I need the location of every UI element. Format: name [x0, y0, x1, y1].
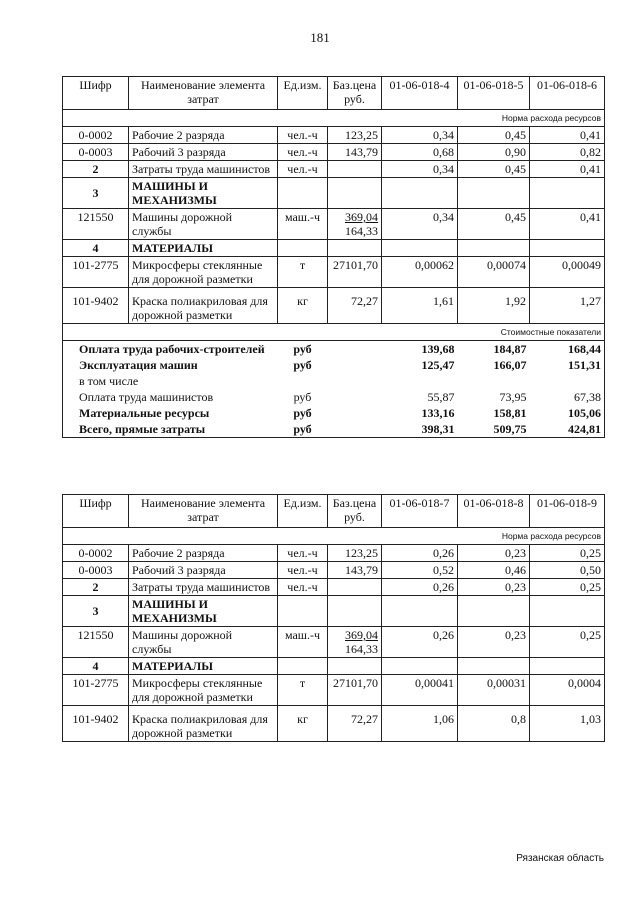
- section-title: МАШИНЫ И МЕХАНИЗМЫ: [129, 596, 278, 627]
- col-unit-header: Ед.изм.: [278, 77, 328, 110]
- col-code-3: 01-06-018-6: [530, 77, 605, 110]
- row-value: 0,26: [382, 579, 458, 596]
- blank-cell: [328, 240, 382, 257]
- blank-cell: [382, 596, 458, 627]
- summary-unit: руб: [293, 406, 312, 420]
- row-value: 1,06: [382, 706, 458, 742]
- row-value: 1,03: [530, 706, 605, 742]
- row-unit: т: [278, 257, 328, 288]
- row-price: 27101,70: [328, 675, 382, 706]
- row-value: 0,00031: [458, 675, 530, 706]
- blank-cell: [530, 240, 605, 257]
- table-row: [63, 144, 605, 161]
- row-code: 0-0002: [63, 127, 129, 144]
- table-row: [63, 161, 605, 178]
- row-unit: маш.-ч: [278, 209, 328, 240]
- blank-cell: [458, 373, 530, 389]
- section-row: [63, 658, 605, 675]
- summary-name: Эксплуатация машин: [63, 357, 278, 373]
- row-value: 0,34: [382, 127, 458, 144]
- col-price-header: Баз.цена руб.: [328, 495, 382, 528]
- row-name: Микросферы стеклянные для дорожной разметки: [129, 257, 278, 288]
- row-value: 0,00062: [382, 257, 458, 288]
- row-unit: маш.-ч: [278, 627, 328, 658]
- row-price: [328, 627, 382, 658]
- summary-value: 424,81: [530, 421, 605, 438]
- norm-label: Норма расхода ресурсов: [63, 110, 605, 127]
- norm-label-row: [63, 110, 605, 127]
- norm-label-row: [63, 528, 605, 545]
- row-value: 0,8: [458, 706, 530, 742]
- row-unit: кг: [278, 288, 328, 324]
- row-code: 121550: [63, 627, 129, 658]
- row-value: 0,68: [382, 144, 458, 161]
- row-price: [328, 209, 382, 240]
- table-row: [63, 209, 605, 240]
- blank-cell: [382, 373, 458, 389]
- price-current: 369,04: [345, 628, 378, 642]
- section-code: 4: [63, 658, 129, 675]
- row-unit: т: [278, 675, 328, 706]
- row-value: 0,45: [458, 127, 530, 144]
- section-code: 3: [63, 178, 129, 209]
- table-row: [63, 675, 605, 706]
- col-code-3: 01-06-018-9: [530, 495, 605, 528]
- row-code: 0-0002: [63, 545, 129, 562]
- row-value: 0,82: [530, 144, 605, 161]
- row-unit: чел.-ч: [278, 545, 328, 562]
- row-value: 0,00041: [382, 675, 458, 706]
- blank-cell: [458, 240, 530, 257]
- col-code-header: Шифр: [63, 77, 129, 110]
- row-value: 0,25: [530, 545, 605, 562]
- summary-value: 398,31: [382, 421, 458, 438]
- table-row: [63, 562, 605, 579]
- col-price-header: Баз.цена руб.: [328, 77, 382, 110]
- row-code: 101-2775: [63, 257, 129, 288]
- row-code: 101-9402: [63, 288, 129, 324]
- row-value: 1,61: [382, 288, 458, 324]
- table-header-row: [63, 77, 605, 110]
- row-unit: чел.-ч: [278, 127, 328, 144]
- price-current: 369,04: [345, 210, 378, 224]
- row-value: 0,23: [458, 545, 530, 562]
- blank-cell: [382, 240, 458, 257]
- section-title: МАТЕРИАЛЫ: [129, 240, 278, 257]
- row-value: 0,90: [458, 144, 530, 161]
- summary-name: в том числе: [63, 373, 278, 389]
- row-value: 0,00049: [530, 257, 605, 288]
- row-value: 0,25: [530, 627, 605, 658]
- row-code: 2: [63, 161, 129, 178]
- row-name: Машины дорожной службы: [129, 627, 278, 658]
- row-value: 0,45: [458, 161, 530, 178]
- row-value: 0,34: [382, 209, 458, 240]
- col-code-1: 01-06-018-7: [382, 495, 458, 528]
- section-title: МАТЕРИАЛЫ: [129, 658, 278, 675]
- summary-name: Материальные ресурсы: [63, 405, 278, 421]
- col-name-header: Наименование элемента затрат: [129, 77, 278, 110]
- cost-label: Стоимостные показатели: [63, 324, 605, 341]
- row-name: Краска полиакриловая для дорожной разметки: [129, 288, 278, 324]
- summary-unit: руб: [293, 390, 312, 404]
- blank-cell: [530, 658, 605, 675]
- col-code-2: 01-06-018-5: [458, 77, 530, 110]
- blank-cell: [382, 178, 458, 209]
- section-title: МАШИНЫ И МЕХАНИЗМЫ: [129, 178, 278, 209]
- row-value: 0,45: [458, 209, 530, 240]
- row-name: Затраты труда машинистов: [129, 161, 278, 178]
- table-row: [63, 288, 605, 324]
- blank-cell: [328, 357, 382, 373]
- summary-row: [63, 373, 605, 389]
- table-row: [63, 706, 605, 742]
- row-name: Затраты труда машинистов: [129, 579, 278, 596]
- row-code: 101-2775: [63, 675, 129, 706]
- table-header-row: [63, 495, 605, 528]
- summary-value: 73,95: [499, 390, 527, 404]
- summary-name: Всего, прямые затраты: [63, 421, 278, 438]
- resource-table-1: [62, 76, 605, 438]
- row-code: 0-0003: [63, 562, 129, 579]
- blank-cell: [278, 658, 328, 675]
- summary-row: [63, 357, 605, 373]
- blank-cell: [328, 373, 382, 389]
- blank-cell: [328, 405, 382, 421]
- row-code: 0-0003: [63, 144, 129, 161]
- row-value: 0,50: [530, 562, 605, 579]
- section-code: 3: [63, 596, 129, 627]
- blank-cell: [278, 178, 328, 209]
- col-unit-header: Ед.изм.: [278, 495, 328, 528]
- row-value: 0,34: [382, 161, 458, 178]
- table-row: [63, 257, 605, 288]
- row-name: Рабочий 3 разряда: [129, 144, 278, 161]
- cost-label-row: [63, 324, 605, 341]
- table-row: [63, 627, 605, 658]
- row-name: Рабочий 3 разряда: [129, 562, 278, 579]
- blank-cell: [328, 596, 382, 627]
- row-unit: кг: [278, 706, 328, 742]
- section-row: [63, 178, 605, 209]
- col-code-header: Шифр: [63, 495, 129, 528]
- row-value: 0,23: [458, 579, 530, 596]
- row-value: 1,27: [530, 288, 605, 324]
- price-base: 164,33: [345, 642, 378, 656]
- blank-cell: [328, 389, 382, 405]
- row-value: 0,26: [382, 627, 458, 658]
- row-value: 1,92: [458, 288, 530, 324]
- summary-row: [63, 421, 605, 438]
- row-name: Машины дорожной службы: [129, 209, 278, 240]
- summary-value: 166,07: [493, 358, 527, 372]
- row-price: [328, 161, 382, 178]
- blank-cell: [328, 658, 382, 675]
- row-value: 0,52: [382, 562, 458, 579]
- table-row: [63, 127, 605, 144]
- page-number: 181: [310, 30, 330, 45]
- summary-value: 158,81: [493, 406, 527, 420]
- row-unit: чел.-ч: [278, 579, 328, 596]
- summary-row: [63, 341, 605, 358]
- blank-cell: [278, 240, 328, 257]
- col-code-2: 01-06-018-8: [458, 495, 530, 528]
- row-value: 0,00074: [458, 257, 530, 288]
- row-price: 123,25: [328, 127, 382, 144]
- row-unit: чел.-ч: [278, 161, 328, 178]
- table-row: [63, 545, 605, 562]
- summary-value: 139,68: [421, 342, 455, 356]
- summary-name: Оплата труда машинистов: [63, 389, 278, 405]
- row-price: 72,27: [328, 288, 382, 324]
- summary-row: [63, 389, 605, 405]
- col-name-header: Наименование элемента затрат: [129, 495, 278, 528]
- row-code: 101-9402: [63, 706, 129, 742]
- blank-cell: [328, 421, 382, 438]
- blank-cell: [328, 341, 382, 358]
- row-code: 121550: [63, 209, 129, 240]
- summary-value: 168,44: [530, 341, 605, 358]
- blank-cell: [458, 178, 530, 209]
- row-value: 0,0004: [530, 675, 605, 706]
- row-price: [328, 579, 382, 596]
- blank-cell: [458, 596, 530, 627]
- summary-unit: руб: [278, 421, 328, 438]
- norm-label: Норма расхода ресурсов: [63, 528, 605, 545]
- row-value: 0,41: [530, 209, 605, 240]
- row-price: 72,27: [328, 706, 382, 742]
- summary-unit: руб: [293, 358, 312, 372]
- row-value: 0,25: [530, 579, 605, 596]
- row-name: Микросферы стеклянные для дорожной разметки: [129, 675, 278, 706]
- summary-value: 184,87: [493, 342, 527, 356]
- row-value: 0,41: [530, 161, 605, 178]
- blank-cell: [530, 373, 605, 389]
- blank-cell: [278, 373, 328, 389]
- blank-cell: [278, 596, 328, 627]
- row-unit: чел.-ч: [278, 144, 328, 161]
- row-price: 143,79: [328, 144, 382, 161]
- blank-cell: [530, 178, 605, 209]
- row-name: Рабочие 2 разряда: [129, 545, 278, 562]
- blank-cell: [382, 658, 458, 675]
- summary-value: 105,06: [530, 405, 605, 421]
- summary-value: 509,75: [458, 421, 530, 438]
- blank-cell: [458, 658, 530, 675]
- row-value: 0,46: [458, 562, 530, 579]
- row-price: 143,79: [328, 562, 382, 579]
- summary-value: 67,38: [530, 389, 605, 405]
- section-row: [63, 596, 605, 627]
- section-row: [63, 240, 605, 257]
- price-base: 164,33: [345, 224, 378, 238]
- row-price: 27101,70: [328, 257, 382, 288]
- row-unit: чел.-ч: [278, 562, 328, 579]
- section-code: 4: [63, 240, 129, 257]
- row-code: 2: [63, 579, 129, 596]
- row-value: 0,26: [382, 545, 458, 562]
- summary-value: 133,16: [421, 406, 455, 420]
- row-name: Краска полиакриловая для дорожной разметки: [129, 706, 278, 742]
- footer-region-label: Рязанская область: [516, 853, 604, 864]
- summary-value: 151,31: [530, 357, 605, 373]
- row-value: 0,23: [458, 627, 530, 658]
- blank-cell: [530, 596, 605, 627]
- summary-row: [63, 405, 605, 421]
- table-row: [63, 579, 605, 596]
- row-name: Рабочие 2 разряда: [129, 127, 278, 144]
- blank-cell: [328, 178, 382, 209]
- row-value: 0,41: [530, 127, 605, 144]
- row-price: 123,25: [328, 545, 382, 562]
- summary-value: 55,87: [427, 390, 455, 404]
- col-code-1: 01-06-018-4: [382, 77, 458, 110]
- summary-value: 125,47: [421, 358, 455, 372]
- resource-table-2: [62, 494, 605, 742]
- summary-unit: руб: [293, 342, 312, 356]
- summary-name: Оплата труда рабочих-строителей: [63, 341, 278, 358]
